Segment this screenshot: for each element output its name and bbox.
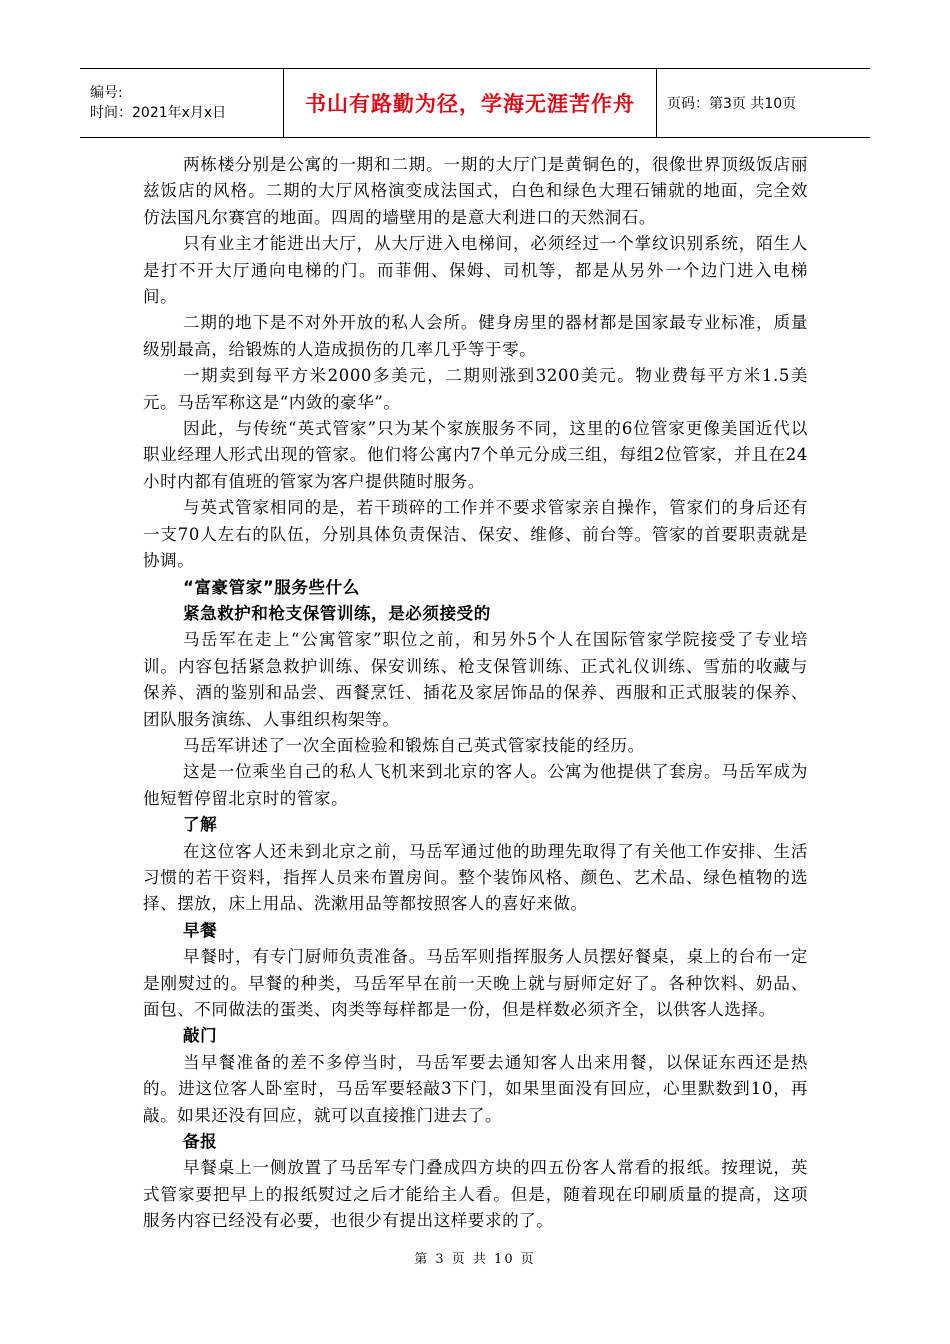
section-heading: 紧急救护和枪支保管训练，是必须接受的 (183, 603, 491, 623)
section-heading: 了解 (183, 815, 218, 835)
header-motto: 书山有路勤为径，学海无涯苦作舟 (284, 69, 657, 137)
body-paragraph: 马岳军讲述了一次全面检验和锻炼自己英式管家技能的经历。 (183, 735, 645, 755)
page-header (80, 68, 870, 138)
document-number-label: 编号: (90, 85, 123, 101)
body-paragraph: 早餐时，有专门厨师负责准备。马岳军则指挥服务人员摆好餐桌，桌上的台布一定是刚熨过的。早餐的种类，马岳军早在前一天晚上就与厨师定好了。各种饮料、奶品、面包、不同做法的蛋类、肉类等每样都是一份，但是样数必须齐全，以供客人选择。 (143, 947, 808, 1019)
document-time-label: 时间：2021年x月x日 (90, 105, 227, 121)
section-heading: 早餐 (183, 920, 218, 940)
body-paragraph: 在这位客人还未到北京之前，马岳军通过他的助理先取得了有关他工作安排、生活习惯的若干资料，指挥人员来布置房间。整个装饰风格、颜色、艺术品、绿色植物的选择、摆放，床上用品、洗漱用品等都按照客人的喜好来做。 (143, 841, 808, 914)
header-page-info: 页码：第3页 共10页 (667, 96, 797, 112)
header-meta (80, 69, 284, 137)
section-heading: 备报 (183, 1132, 218, 1152)
body-paragraph: 因此，与传统“英式管家”只为某个家族服务不同，这里的6位管家更像美国近代以职业经理人形式出现的管家。他们将公寓内7个单元分成三组，每组2位管家，并且在24小时内都有值班的管家为客户提供随时服务。 (143, 419, 808, 491)
page-footer: 第 3 页 共 10 页 (414, 1252, 536, 1267)
body-paragraph: 与英式管家相同的是，若干琐碎的工作并不要求管家亲自操作，管家们的身后还有一支70人左右的队伍，分别具体负责保洁、保安、维修、前台等。管家的首要职责就是协调。 (143, 498, 808, 571)
body-paragraph: 只有业主才能进出大厅，从大厅进入电梯间，必须经过一个掌纹识别系统，陌生人是打不开大厅通向电梯的门。而菲佣、保姆、司机等，都是从另外一个边门进入电梯间。 (143, 234, 808, 307)
section-heading: “富豪管家”服务些什么 (183, 577, 360, 597)
document-body (143, 152, 808, 1235)
body-paragraph: 早餐桌上一侧放置了马岳军专门叠成四方块的四五份客人常看的报纸。按理说，英式管家要把早上的报纸熨过之后才能给主人看。但是，随着现在印刷质量的提高，这项服务内容已经没有必要，也很少有提出这样要求的了。 (143, 1158, 808, 1231)
body-paragraph: 当早餐准备的差不多停当时，马岳军要去通知客人出来用餐，以保证东西还是热的。进这位客人卧室时，马岳军要轻敲3下门，如果里面没有回应，心里默数到10，再敲。如果还没有回应，就可以直接推门进去了。 (143, 1052, 808, 1125)
body-paragraph: 这是一位乘坐自己的私人飞机来到北京的客人。公寓为他提供了套房。马岳军成为他短暂停留北京时的管家。 (143, 762, 808, 808)
body-paragraph: 两栋楼分别是公寓的一期和二期。一期的大厅门是黄铜色的，很像世界顶级饭店丽兹饭店的风格。二期的大厅风格演变成法国式，白色和绿色大理石铺就的地面，完全效仿法国凡尔赛宫的地面。四周的墙壁用的是意大利进口的天然洞石。 (143, 155, 808, 227)
section-heading: 敲门 (183, 1026, 218, 1046)
body-paragraph: 二期的地下是不对外开放的私人会所。健身房里的器材都是国家最专业标准，质量级别最高，给锻炼的人造成损伤的几率几乎等于零。 (143, 313, 808, 359)
body-paragraph: 马岳军在走上“公寓管家”职位之前，和另外5个人在国际管家学院接受了专业培训。内容包括紧急救护训练、保安训练、枪支保管训练、正式礼仪训练、雪茄的收藏与保养、酒的鉴别和品尝、西餐烹饪、插花及家居饰品的保养、西服和正式服装的保养、团队服务演练、人事组织构架等。 (143, 630, 808, 729)
body-paragraph: 一期卖到每平方米2000多美元，二期则涨到3200美元。物业费每平方米1.5美元。马岳军称这是“内敛的豪华”。 (143, 366, 808, 412)
